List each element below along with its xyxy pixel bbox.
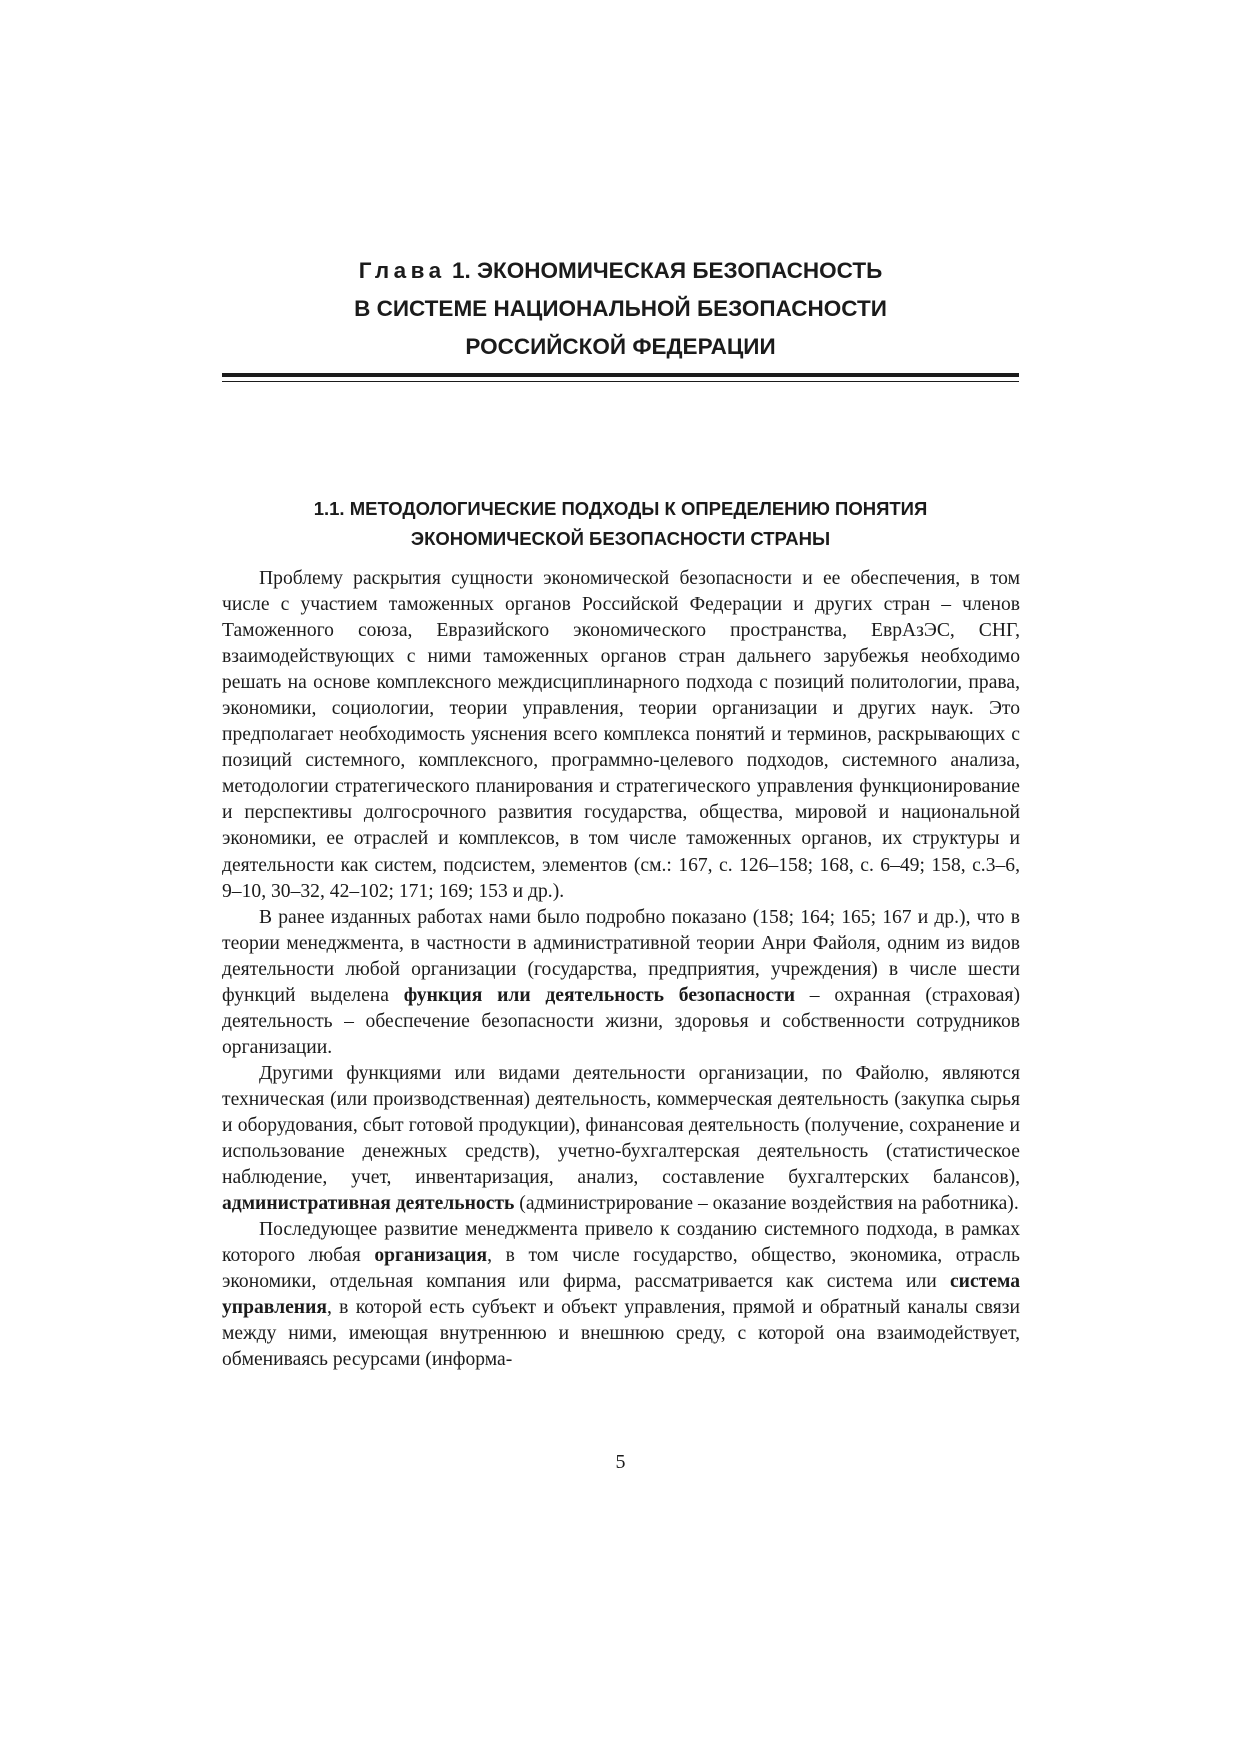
term-security-function: функция или деятельность безопасности	[403, 984, 796, 1006]
chapter-label: Глава	[358, 258, 446, 283]
paragraph-4-text-e: , в которой есть субъект и объект управления, прямой и обратный каналы связи между ними, имеющая внутреннюю и внешнюю среду, с которой она взаимодействует, обмениваясь ресурсами (информа-	[222, 1297, 1020, 1371]
term-organization: организация	[374, 1245, 488, 1267]
paragraph-4-text-c: , в том числе государство, общество, экономика, отрасль экономики, отдельная компания или фирма, рассматривается как система или	[222, 1245, 1020, 1293]
paragraph-2-text-c: – охранная (страховая) деятельность – обеспечение безопасности жизни, здоровья и собственности сотрудников организации.	[222, 984, 1020, 1058]
paragraph-3	[222, 1061, 1020, 1217]
paragraph-1: Проблему раскрытия сущности экономической безопасности и ее обеспечения, в том числе с участием таможенных органов Российской Федерации и других стран – членов Таможенного союза, Евразийского экономического пространства, ЕврАзЭС, СНГ, взаимодействующих с ними таможенных органов стран дальнего зарубежья необходимо решать на основе комплексного междисциплинарного подхода с позиций политологии, права, экономики, социологии, теории управления, теории организации и других наук. Это предполагает необходимость уяснения всего комплекса понятий и терминов, раскрывающих с позиций системного, комплексного, программно-целевого подходов, системного анализа, методологии стратегического планирования и стратегического управления функционирование и перспективы долгосрочного развития государства, общества, мировой и национальной экономики, ее отраслей и комплексов, в том числе таможенных органов, их структуры и деятельности как систем, подсистем, элементов (см.: 167, с. 126–158; 168, с. 6–49; 158, с.3–6, 9–10, 30–32, 42–102; 171; 169; 153 и др.).	[222, 568, 1020, 902]
chapter-heading	[220, 252, 1021, 366]
term-management-system: система управления	[222, 1271, 1020, 1319]
chapter-title-line-2: В СИСТЕМЕ НАЦИОНАЛЬНОЙ БЕЗОПАСНОСТИ	[354, 296, 887, 321]
section-title-line-1: 1.1. МЕТОДОЛОГИЧЕСКИЕ ПОДХОДЫ К ОПРЕДЕЛЕНИЮ ПОНЯТИЯ	[313, 498, 928, 519]
chapter-divider	[222, 373, 1019, 382]
paragraph-2-text-a: В ранее изданных работах нами было подробно показано (158; 164; 165; 167 и др.), что в теории менеджмента, в частности в административной теории Анри Файоля, одним из видов деятельности любой организации (государства, предприятия, учреждения) в числе шести функций выделена	[222, 906, 1020, 1006]
paragraph-2	[222, 905, 1020, 1061]
body-text	[222, 566, 1020, 1373]
section-title-line-2: ЭКОНОМИЧЕСКОЙ БЕЗОПАСНОСТИ СТРАНЫ	[410, 528, 831, 549]
chapter-title-line-3: РОССИЙСКОЙ ФЕДЕРАЦИИ	[465, 334, 776, 359]
section-heading	[220, 494, 1021, 554]
paragraph-4	[222, 1217, 1020, 1373]
chapter-title-text: 1. ЭКОНОМИЧЕСКАЯ БЕЗОПАСНОСТЬ	[451, 258, 883, 283]
chapter-title-line-1	[220, 252, 1021, 290]
term-administrative-activity: административная деятельность	[222, 1193, 515, 1215]
page-number: 5	[615, 1451, 626, 1473]
paragraph-3-text-c: (администрирование – оказание воздействия на работника).	[514, 1193, 1019, 1215]
paragraph-3-text-a: Другими функциями или видами деятельности организации, по Файолю, являются техническая (или производственная) деятельность, коммерческая деятельность (закупка сырья и оборудования, сбыт готовой продукции), финансовая деятельность (получение, сохранение и использование денежных средств), учетно-бухгалтерская деятельность (статистическое наблюдение, учет, инвентаризация, анализ, составление бухгалтерских балансов),	[222, 1062, 1020, 1189]
paragraph-4-text-a: Последующее развитие менеджмента привело к созданию системного подхода, в рамках которого любая	[222, 1219, 1020, 1267]
